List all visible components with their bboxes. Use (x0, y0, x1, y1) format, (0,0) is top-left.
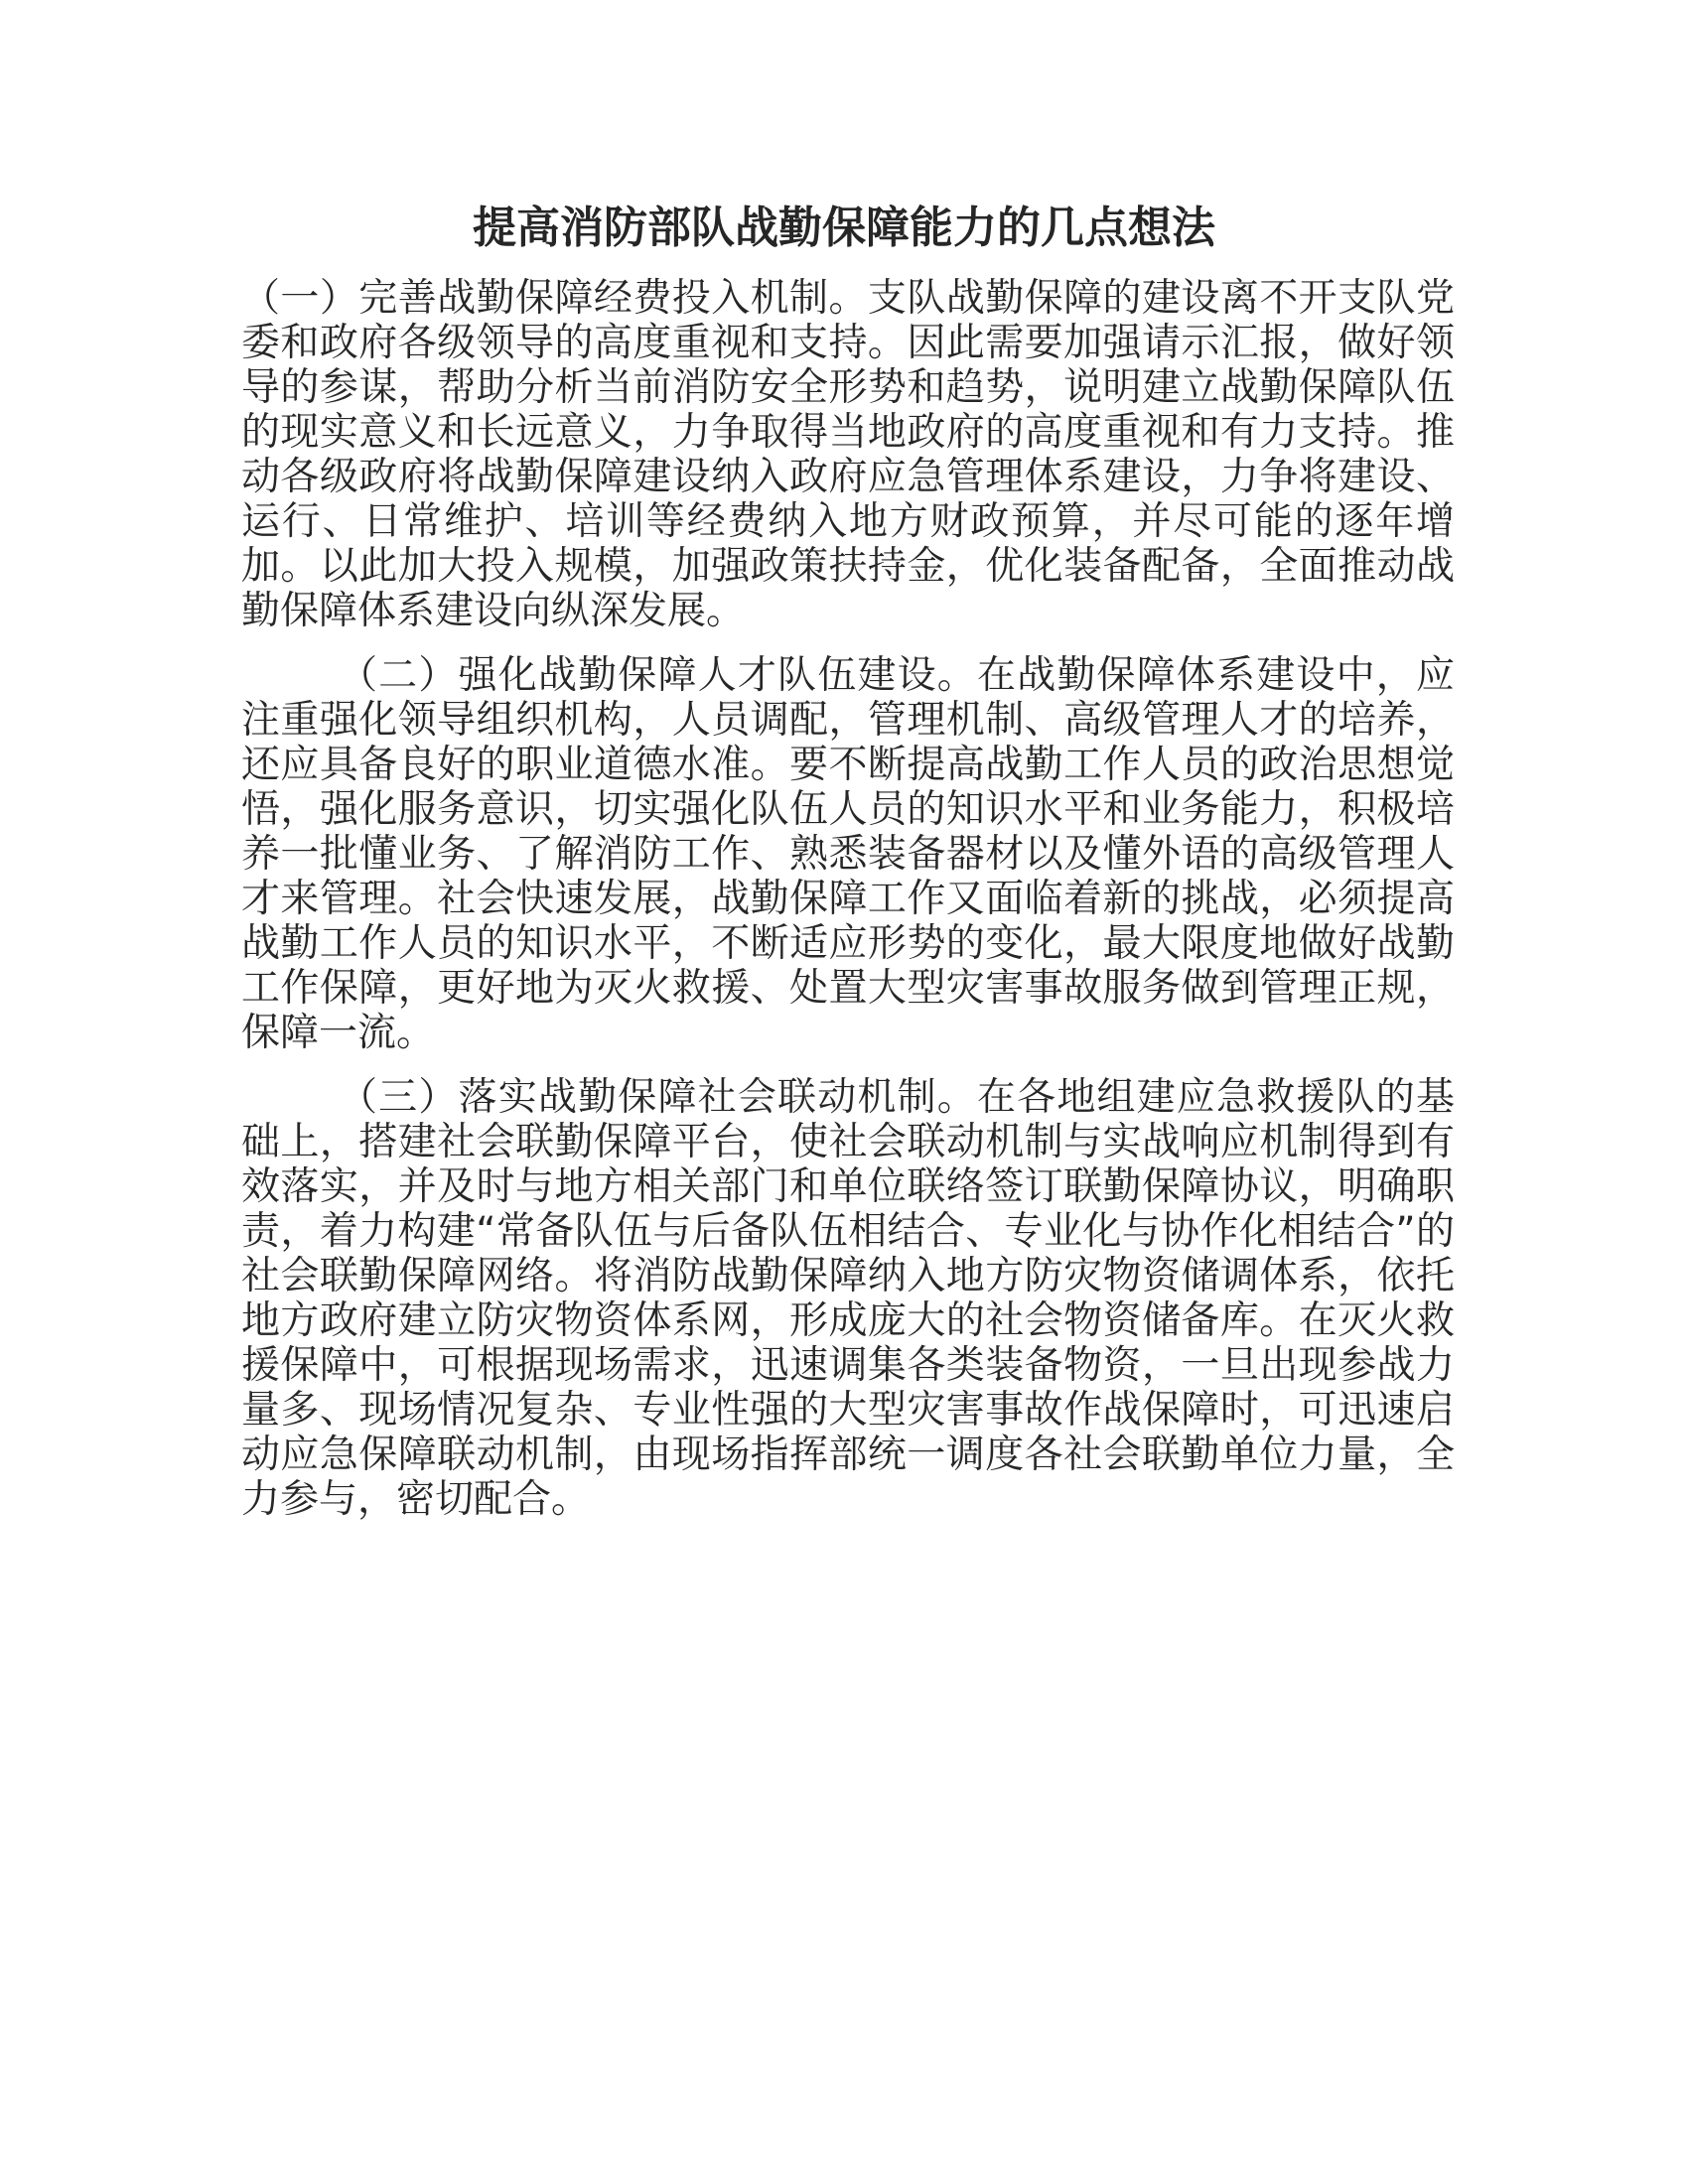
document-body (241, 276, 1455, 1522)
document-title: 提高消防部队战勤保障能力的几点想法 (473, 203, 1215, 253)
paragraph-2: （二）强化战勤保障人才队伍建设。在战勤保障体系建设中，应注重强化领导组织机构，人员调配，管理机制、高级管理人才的培养，还应具备良好的职业道德水准。要不断提高战勤工作人员的政治思想觉悟，强化服务意识，切实强化队伍人员的知识水平和业务能力，积极培养一批懂业务、了解消防工作、熟悉装备器材以及懂外语的高级管理人才来管理。社会快速发展，战勤保障工作又面临着新的挑战，必须提高战勤工作人员的知识水平，不断适应形势的变化，最大限度地做好战勤工作保障，更好地为灭火救援、处置大型灾害事故服务做到管理正规，保障一流。 (241, 653, 1455, 1055)
paragraph-1: （一）完善战勤保障经费投入机制。支队战勤保障的建设离不开支队党委和政府各级领导的高度重视和支持。因此需要加强请示汇报，做好领导的参谋，帮助分析当前消防安全形势和趋势，说明建立战勤保障队伍的现实意义和长远意义，力争取得当地政府的高度重视和有力支持。推动各级政府将战勤保障建设纳入政府应急管理体系建设，力争将建设、运行、日常维护、培训等经费纳入地方财政预算，并尽可能的逐年增加。以此加大投入规模，加强政策扶持金，优化装备配备，全面推动战勤保障体系建设向纵深发展。 (241, 276, 1455, 633)
paragraph-3: （三）落实战勤保障社会联动机制。在各地组建应急救援队的基础上，搭建社会联勤保障平台，使社会联动机制与实战响应机制得到有效落实，并及时与地方相关部门和单位联络签订联勤保障协议，明确职责，着力构建“常备队伍与后备队伍相结合、专业化与协作化相结合”的社会联勤保障网络。将消防战勤保障纳入地方防灾物资储调体系，依托地方政府建立防灾物资体系网，形成庞大的社会物资储备库。在灭火救援保障中，可根据现场需求，迅速调集各类装备物资，一旦出现参战力量多、现场情况复杂、专业性强的大型灾害事故作战保障时，可迅速启动应急保障联动机制，由现场指挥部统一调度各社会联勤单位力量，全力参与，密切配合。 (241, 1075, 1455, 1522)
